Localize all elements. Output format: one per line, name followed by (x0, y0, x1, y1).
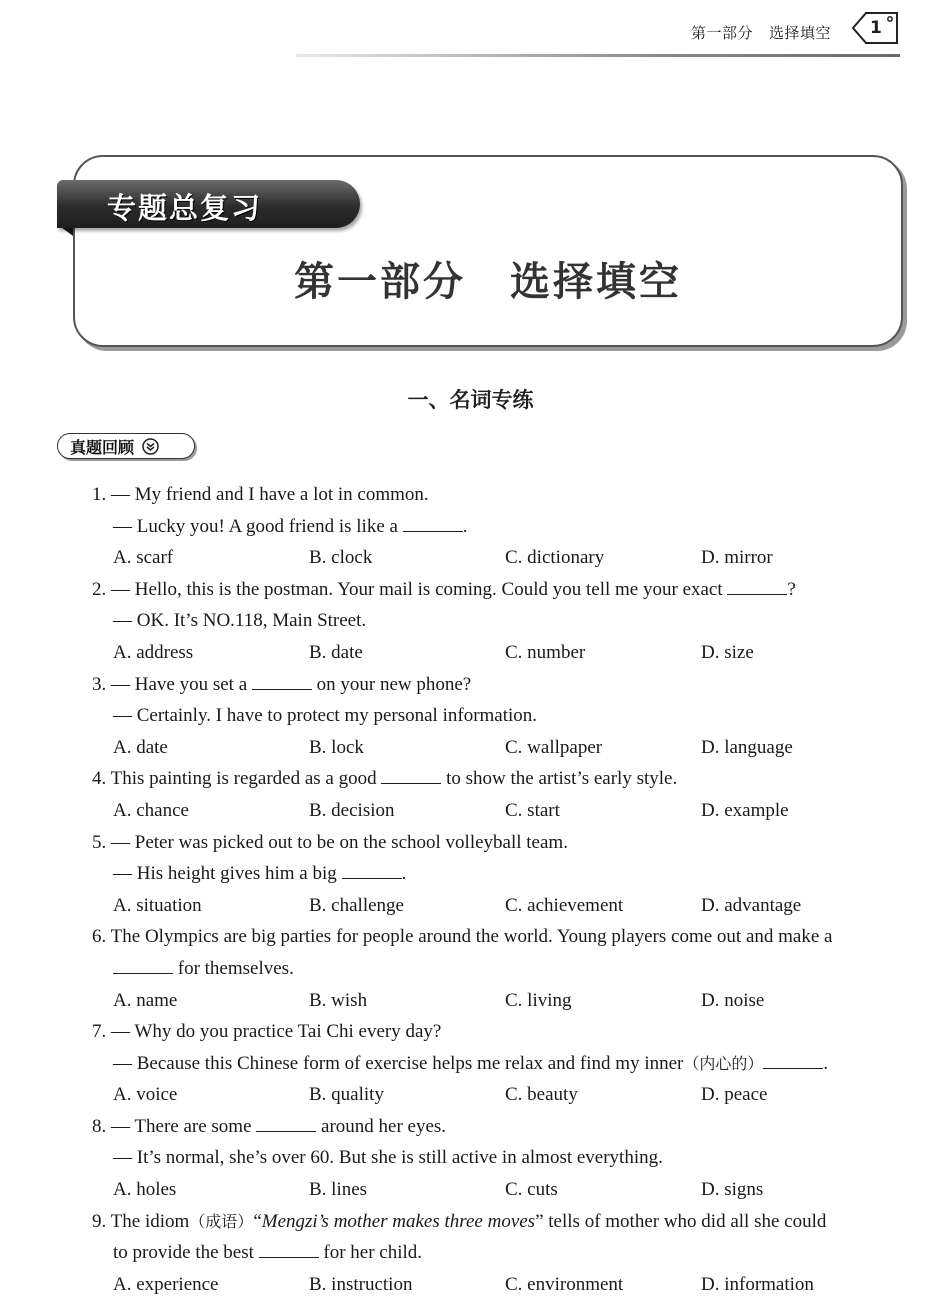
option-a: A. situation (113, 894, 202, 916)
option-c: C. cuts (505, 1179, 558, 1201)
question-4 (92, 763, 912, 826)
header-part: 第一部分 (690, 24, 753, 42)
question-8 (92, 1111, 912, 1206)
option-d: D. advantage (701, 894, 802, 916)
option-d: D. size (701, 641, 754, 663)
option-a: A. name (113, 989, 178, 1011)
option-b: B. clock (309, 547, 373, 569)
options (92, 1174, 912, 1206)
answer-blank (403, 514, 463, 532)
line-text: — His height gives him a big (113, 863, 342, 885)
line-text: 2. — Hello, this is the postman. Your mail is coming. Could you tell me your exact (92, 578, 728, 600)
option-d: D. signs (701, 1179, 764, 1201)
line-text: . (462, 515, 468, 537)
line-text: 4. This painting is regarded as a good (92, 768, 382, 790)
question-7 (92, 1016, 912, 1111)
option-a: A. chance (113, 799, 189, 821)
option-d: D. information (701, 1273, 814, 1295)
line-text: 3. — Have you set a (92, 673, 252, 695)
question-line (92, 1048, 912, 1080)
question-5 (92, 827, 912, 922)
option-c: C. dictionary (505, 547, 605, 569)
option-b: B. decision (309, 799, 395, 821)
line-text: . (823, 1052, 829, 1074)
options (92, 1079, 912, 1111)
question-stem: 7. — Why do you practice Tai Chi every day? (92, 1021, 442, 1043)
options (92, 985, 912, 1017)
line-text: around her eyes. (316, 1115, 447, 1137)
option-b: B. instruction (309, 1273, 413, 1295)
options (92, 890, 912, 922)
double-chevron-down-icon (142, 438, 159, 455)
option-d: D. mirror (701, 547, 773, 569)
option-a: A. date (113, 736, 168, 758)
option-c: C. living (505, 989, 572, 1011)
line-text: on your new phone? (311, 673, 472, 695)
line-text: for her child. (318, 1242, 423, 1264)
option-d: D. peace (701, 1084, 768, 1106)
option-b: B. quality (309, 1084, 384, 1106)
page-number: 1 (870, 18, 882, 38)
options (92, 1269, 912, 1301)
line-text: . (401, 863, 407, 885)
options (92, 542, 912, 574)
option-d: D. noise (701, 989, 765, 1011)
chinese-gloss: （内心的） (683, 1053, 764, 1073)
answer-blank (763, 1051, 823, 1069)
option-c: C. wallpaper (505, 736, 603, 758)
question-stem (92, 1111, 912, 1143)
question-stem (92, 763, 912, 795)
question-line (92, 1237, 912, 1269)
option-a: A. holes (113, 1179, 177, 1201)
option-a: A. scarf (113, 547, 174, 569)
line-text: 8. — There are some (92, 1115, 257, 1137)
review-badge-label: 真题回顾 (70, 437, 135, 457)
question-line: — It’s normal, she’s over 60. But she is still active in almost everything. (113, 1147, 663, 1169)
section-heading: 一、名词专练 (407, 387, 534, 412)
header-section: 选择填空 (768, 24, 831, 42)
line-text: 9. The idiom (92, 1210, 190, 1232)
part-title (73, 250, 903, 307)
options (92, 637, 912, 669)
line-text: ” tells of mother who did all she could (535, 1210, 827, 1232)
line-text: to show the artist’s early style. (441, 768, 678, 790)
page-number-tag (850, 8, 902, 48)
idiom-title: Mengzi’s mother makes three moves (261, 1210, 536, 1232)
question-6 (92, 921, 912, 1016)
part-title-part: 第一部分 (294, 258, 466, 305)
option-d: D. example (701, 799, 789, 821)
option-c: C. beauty (505, 1084, 578, 1106)
question-line (92, 511, 912, 543)
line-text: — Lucky you! A good friend is like a (113, 515, 403, 537)
question-1 (92, 479, 912, 574)
topic-ribbon (57, 180, 360, 228)
option-c: C. start (505, 799, 560, 821)
question-line (92, 953, 912, 985)
question-9 (92, 1206, 912, 1301)
line-text: ? (787, 578, 796, 600)
ribbon-label: 专题总复习 (107, 191, 263, 225)
chinese-gloss: （成语） (189, 1211, 254, 1231)
question-stem: 1. — My friend and I have a lot in common. (92, 484, 429, 505)
question-list (92, 479, 912, 1300)
question-line (92, 858, 912, 890)
option-b: B. lines (309, 1179, 368, 1201)
line-text: to provide the best (113, 1242, 259, 1264)
option-a: A. address (113, 641, 194, 663)
option-b: B. wish (309, 989, 368, 1011)
answer-blank (259, 1240, 319, 1258)
options (92, 795, 912, 827)
question-2 (92, 574, 912, 669)
running-header (691, 22, 831, 43)
options (92, 732, 912, 764)
option-d: D. language (701, 736, 793, 758)
answer-blank (342, 861, 402, 879)
line-text: “ (253, 1210, 262, 1232)
question-stem: 5. — Peter was picked out to be on the school volleyball team. (92, 831, 568, 853)
option-c: C. environment (505, 1273, 624, 1295)
question-stem (92, 1206, 912, 1238)
option-c: C. achievement (505, 894, 624, 916)
option-c: C. number (505, 641, 586, 663)
option-b: B. lock (309, 736, 364, 758)
part-title-name: 选择填空 (510, 258, 682, 305)
line-text: — Because this Chinese form of exercise helps me relax and find my inner (113, 1052, 684, 1074)
option-b: B. challenge (309, 894, 404, 916)
option-a: A. experience (113, 1273, 219, 1295)
answer-blank (252, 672, 312, 690)
answer-blank (727, 577, 787, 595)
question-line: — OK. It’s NO.118, Main Street. (113, 610, 367, 632)
question-line: — Certainly. I have to protect my personal information. (113, 705, 538, 727)
option-b: B. date (309, 641, 363, 663)
line-text: for themselves. (173, 957, 294, 979)
question-stem (92, 574, 912, 606)
question-stem (92, 669, 912, 701)
answer-blank (113, 956, 173, 974)
question-stem: 6. The Olympics are big parties for people around the world. Young players come out and make a (92, 926, 833, 948)
review-badge (57, 433, 195, 459)
answer-blank (381, 766, 441, 784)
option-a: A. voice (113, 1084, 178, 1106)
question-3 (92, 669, 912, 764)
header-rule (296, 54, 900, 57)
answer-blank (256, 1114, 316, 1132)
